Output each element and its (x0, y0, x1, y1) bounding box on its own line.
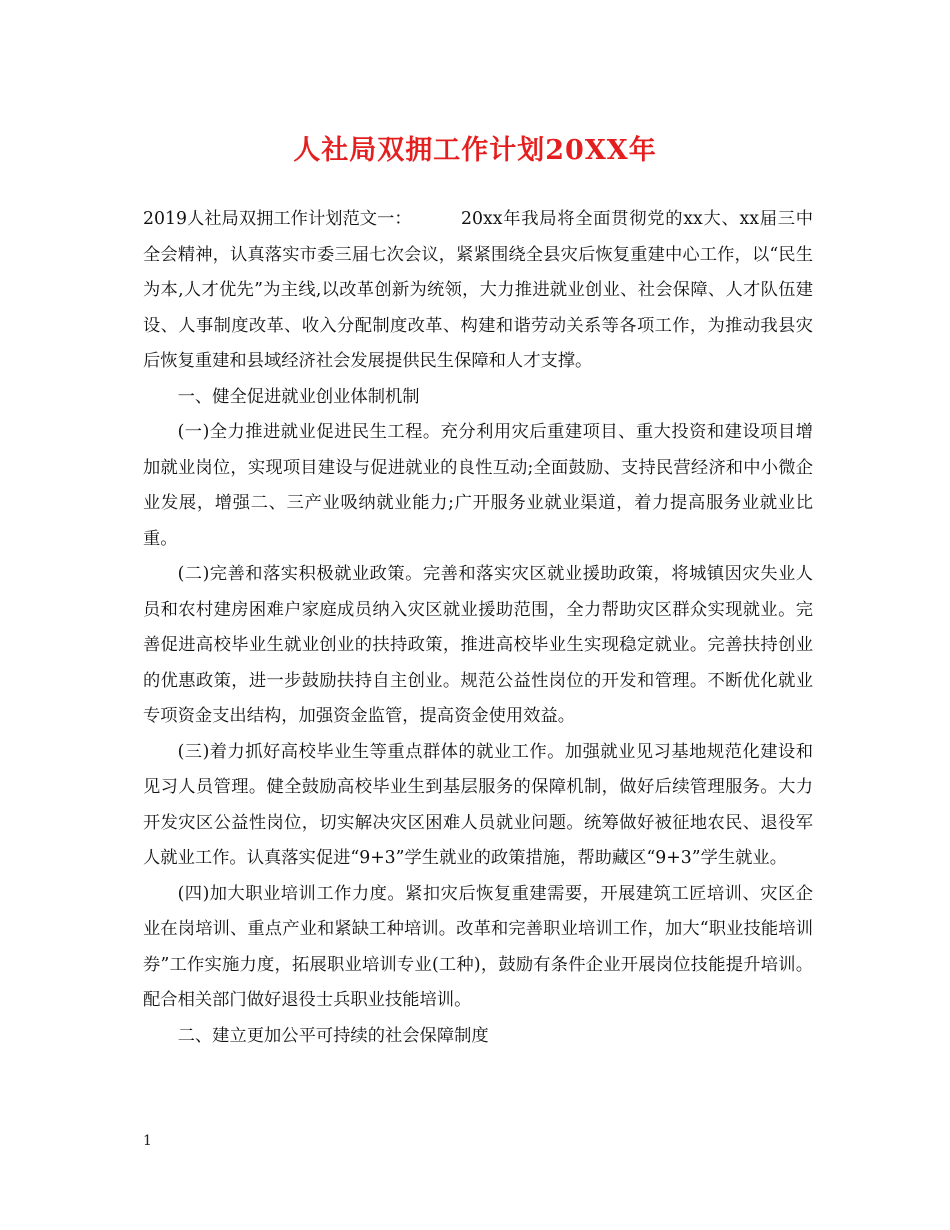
paragraph-item-2: (二)完善和落实积极就业政策。完善和落实灾区就业援助政策，将城镇因灾失业人员和农村建房困难户家庭成员纳入灾区就业援助范围，全力帮助灾区群众实现就业。完善促进高校毕业生就业创业的扶持政策，推进高校毕业生实现稳定就业。完善扶持创业的优惠政策，进一步鼓励扶持自主创业。规范公益性岗位的开发和管理。不断优化就业专项资金支出结构，加强资金监管，提高资金使用效益。 (143, 564, 813, 726)
section-heading-2: 二、建立更加公平可持续的社会保障制度 (177, 1025, 489, 1046)
intro-paragraph (143, 202, 813, 380)
section-heading-1: 一、健全促进就业创业体制机制 (177, 386, 420, 407)
document-body (143, 202, 813, 1054)
intro-text: 20xx年我局将全面贯彻党的xx大、xx届三中全会精神，认真落实市委三届七次会议，紧紧围绕全县灾后恢复重建中心工作，以“民生为本,人才优先”为主线,以改革创新为统领，大力推进就业创业、社会保障、人才队伍建设、人事制度改革、收入分配制度改革、构建和谐劳动关系等各项工作，为推动我县灾后恢复重建和县域经济社会发展提供民生保障和人才支撑。 (143, 209, 813, 371)
paragraph-item-1: (一)全力推进就业促进民生工程。充分利用灾后重建项目、重大投资和建设项目增加就业岗位，实现项目建设与促进就业的良性互动;全面鼓励、支持民营经济和中小微企业发展，增强二、三产业吸纳就业能力;广开服务业就业渠道，着力提高服务业就业比重。 (143, 422, 813, 549)
paragraph-item-4: (四)加大职业培训工作力度。紧扣灾后恢复重建需要，开展建筑工匠培训、灾区企业在岗培训、重点产业和紧缺工种培训。改革和完善职业培训工作，加大“职业技能培训券”工作实施力度，拓展职业培训专业(工种)，鼓励有条件企业开展岗位技能提升培训。配合相关部门做好退役士兵职业技能培训。 (143, 883, 813, 1010)
page-number: 1 (143, 1133, 152, 1149)
intro-label: 2019人社局双拥工作计划范文一： (143, 209, 412, 229)
document-title: 人社局双拥工作计划20XX年 (293, 135, 657, 166)
paragraph-item-3: (三)着力抓好高校毕业生等重点群体的就业工作。加强就业见习基地规范化建设和见习人员管理。健全鼓励高校毕业生到基层服务的保障机制，做好后续管理服务。大力开发灾区公益性岗位，切实解决灾区困难人员就业问题。统筹做好被征地农民、退役军人就业工作。认真落实促进“9+3”学生就业的政策措施，帮助藏区“9+3”学生就业。 (143, 741, 813, 868)
